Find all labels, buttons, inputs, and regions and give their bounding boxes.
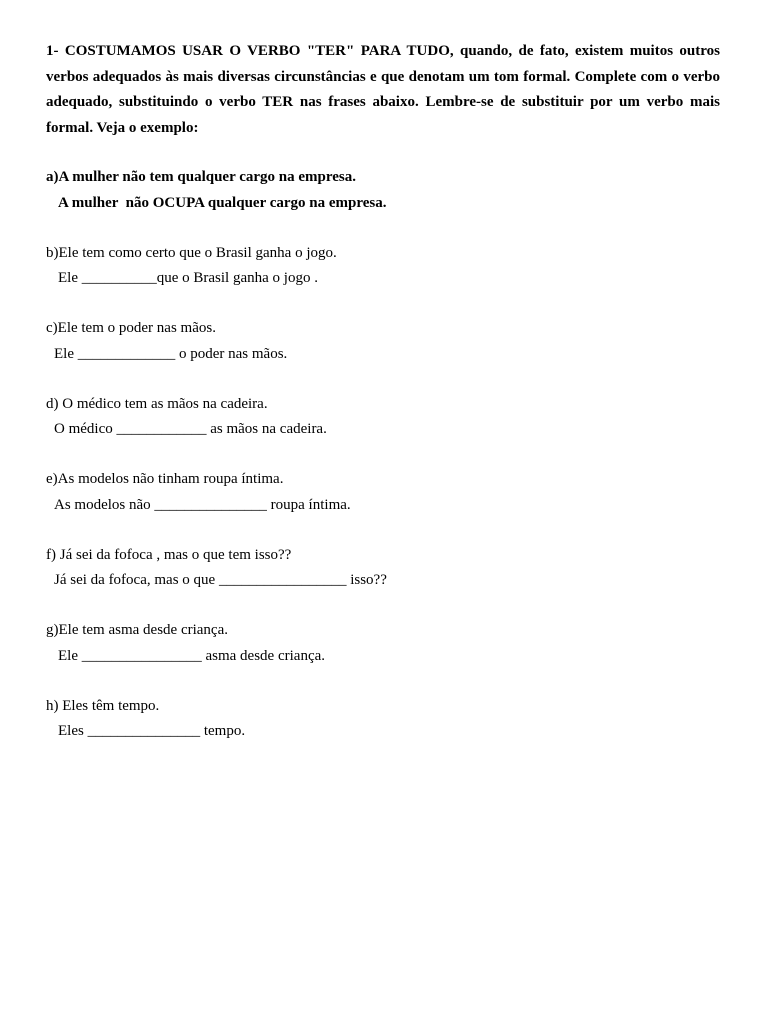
exercise-item-g (46, 618, 720, 669)
item-question: c)Ele tem o poder nas mãos. (46, 320, 216, 336)
item-question: h) Eles têm tempo. (46, 697, 160, 714)
example-answer: A mulher não OCUPA qualquer cargo na empresa. (58, 194, 387, 211)
item-answer-blank: Ele __________que o Brasil ganha o jogo . (58, 270, 318, 286)
item-answer-blank: Já sei da fofoca, mas o que _________________ isso?? (54, 572, 387, 588)
item-answer-blank: O médico ____________ as mãos na cadeira. (54, 421, 327, 437)
item-question: d) O médico tem as mãos na cadeira. (46, 395, 268, 412)
example-question: a)A mulher não tem qualquer cargo na empresa. (46, 169, 356, 185)
item-question: g)Ele tem asma desde criança. (46, 622, 228, 638)
exercise-item-h (46, 694, 720, 745)
item-question: b)Ele tem como certo que o Brasil ganha o jogo. (46, 244, 337, 261)
example-item-a (46, 165, 720, 216)
worksheet-page (46, 39, 720, 745)
exercise-item-c (46, 316, 720, 367)
item-question: e)As modelos não tinham roupa íntima. (46, 471, 284, 487)
exercise-item-b (46, 241, 720, 292)
exercise-item-e (46, 467, 720, 518)
item-answer-blank: Ele ________________ asma desde criança. (58, 647, 326, 664)
item-answer-blank: Eles _______________ tempo. (58, 723, 246, 739)
item-answer-blank: Ele _____________ o poder nas mãos. (54, 345, 288, 362)
item-question: f) Já sei da fofoca , mas o que tem isso?? (46, 546, 292, 563)
exercise-instructions: 1- COSTUMAMOS USAR O VERBO "TER" PARA TUDO, quando, de fato, existem muitos outros verbos adequados às mais diversas circunstâncias e que denotam um tom formal. Complete com o verbo adequado, substituindo o verbo TER nas frases abaixo. Lembre-se de substituir por um verbo mais formal. Veja o exemplo: (46, 43, 720, 136)
exercise-item-f (46, 543, 720, 594)
item-answer-blank: As modelos não _______________ roupa íntima. (54, 496, 351, 513)
exercise-item-d (46, 392, 720, 443)
